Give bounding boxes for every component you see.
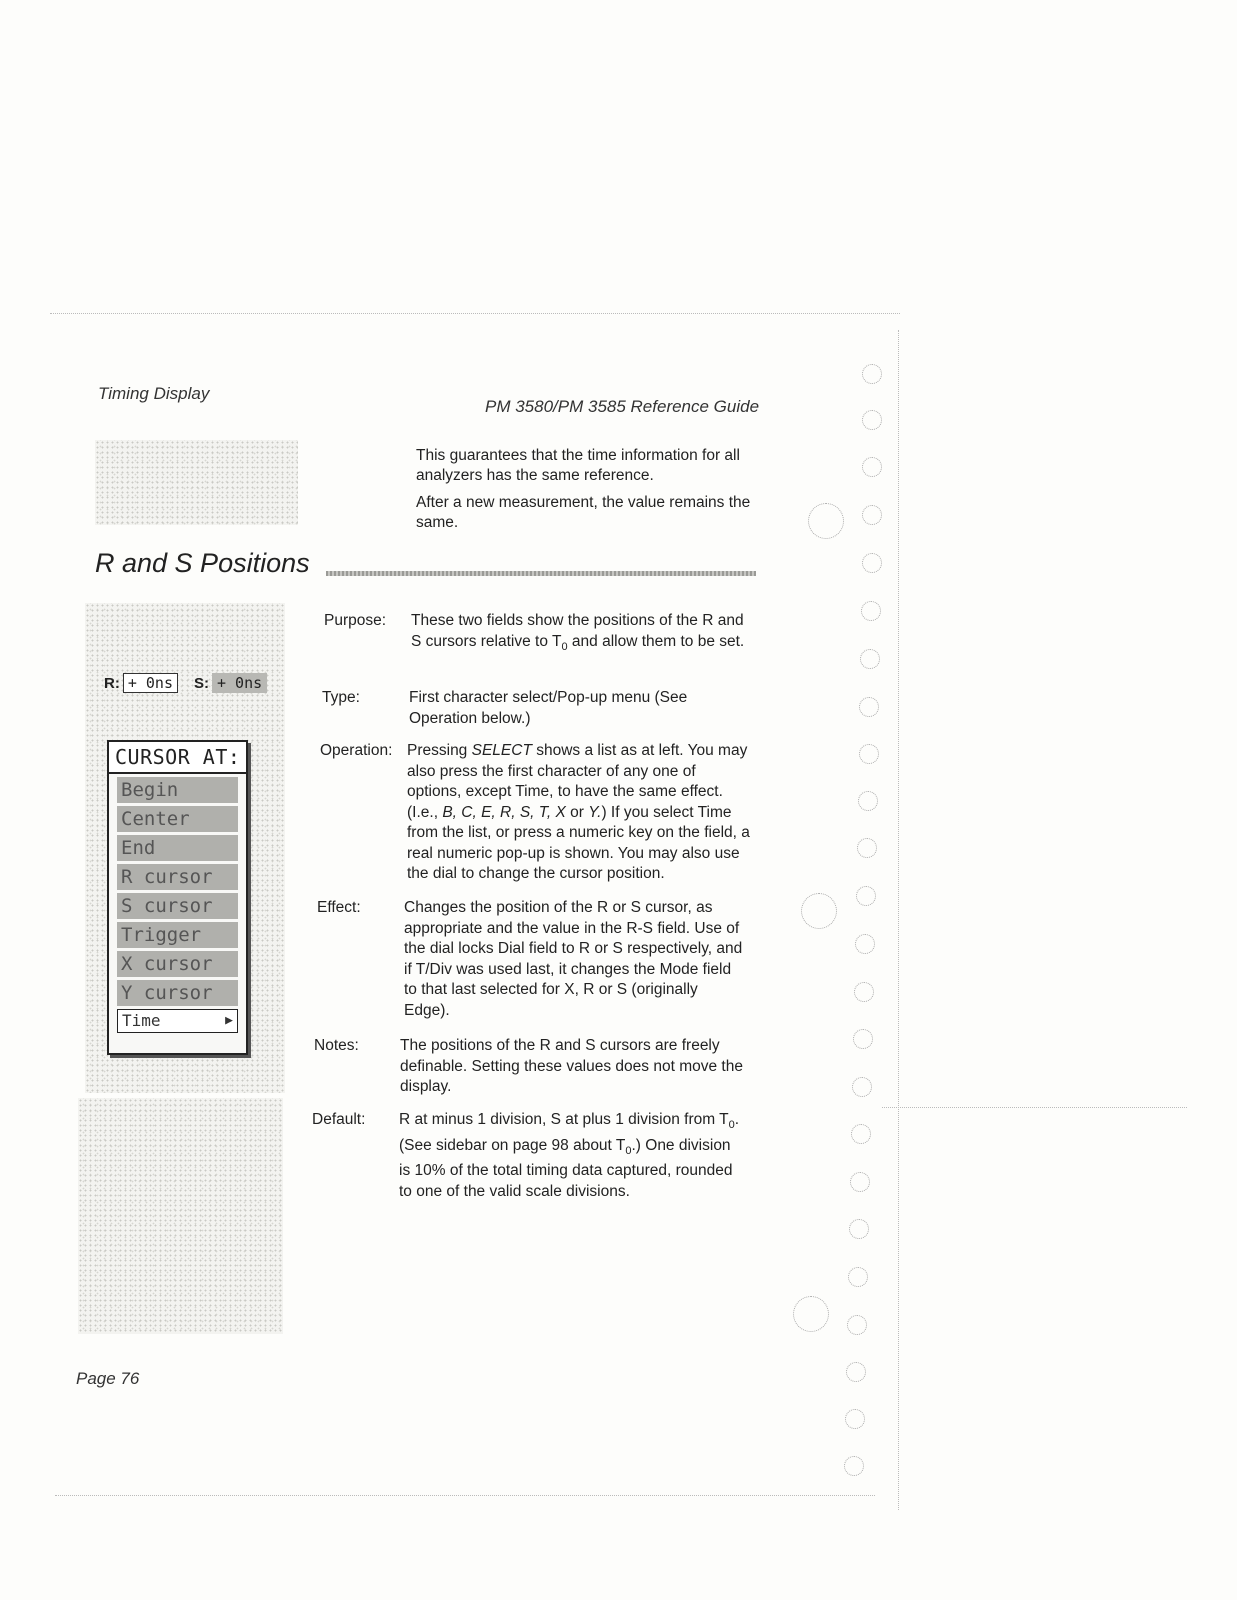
intro-paragraph: After a new measurement, the value remains the same. — [416, 494, 751, 531]
term-effect: Effect: — [317, 899, 361, 916]
body-effect: Changes the position of the R or S cursor, as appropriate and the value in the R-S field. Use of the dial locks Dial field to R or S respectively, and if T/Div was used last, it changes the Mode field to that last selected for X, R or S (originally Edge). — [404, 899, 743, 1019]
intro-paragraph: This guarantees that the time information for all analyzers has the same reference. — [416, 447, 740, 484]
menu-title: CURSOR AT: — [109, 742, 246, 774]
r-field-label: R: — [104, 674, 120, 692]
term-operation: Operation: — [320, 742, 393, 759]
binder-hole-icon — [853, 1029, 873, 1049]
section-heading: R and S Positions — [95, 548, 310, 578]
binder-hole-icon — [859, 744, 879, 764]
page-number: Page 76 — [76, 1369, 140, 1388]
body-type: First character select/Pop-up menu (See Operation below.) — [409, 689, 688, 727]
binder-hole-icon — [861, 601, 881, 621]
binder-hole-icon — [862, 505, 882, 525]
sidebar-shade-bottom — [78, 1098, 283, 1334]
cursor-at-menu — [107, 740, 248, 1055]
menu-item-end: End — [117, 835, 238, 861]
binder-hole-icon — [856, 886, 876, 906]
menu-item-begin: Begin — [117, 777, 238, 803]
intro-text — [416, 446, 761, 540]
binder-hole-large-icon — [801, 893, 837, 929]
binder-hole-icon — [859, 697, 879, 717]
menu-item-x-cursor: X cursor — [117, 951, 238, 977]
menu-item-y-cursor: Y cursor — [117, 980, 238, 1006]
menu-item-time-label: Time — [122, 1011, 161, 1030]
binder-hole-icon — [846, 1362, 866, 1382]
binder-hole-icon — [862, 364, 882, 384]
binder-hole-icon — [844, 1456, 864, 1476]
term-type: Type: — [322, 689, 360, 706]
menu-item-r-cursor: R cursor — [117, 864, 238, 890]
r-field-value: + 0ns — [123, 673, 178, 693]
binder-hole-icon — [849, 1219, 869, 1239]
menu-item-time — [117, 1009, 238, 1033]
section-rule — [326, 571, 756, 576]
binder-hole-icon — [847, 1315, 867, 1335]
binder-hole-icon — [862, 553, 882, 573]
sidebar-shade-top — [95, 440, 298, 525]
binder-hole-icon — [860, 649, 880, 669]
binder-hole-icon — [857, 838, 877, 858]
binder-hole-large-icon — [808, 503, 844, 539]
body-purpose: These two fields show the positions of the R and S cursors relative to $T_0$ and allow them to be set. — [411, 612, 745, 653]
binder-hole-icon — [862, 410, 882, 430]
binder-hole-icon — [848, 1267, 868, 1287]
body-notes: The positions of the R and S cursors are freely definable. Setting these values does not move the display. — [400, 1037, 743, 1095]
menu-item-trigger: Trigger — [117, 922, 238, 948]
binder-hole-icon — [850, 1172, 870, 1192]
binder-hole-icon — [845, 1409, 865, 1429]
menu-item-center: Center — [117, 806, 238, 832]
binder-hole-icon — [851, 1124, 871, 1144]
submenu-arrow-icon: ▶ — [225, 1013, 233, 1028]
body-operation: Pressing SELECT shows a list as at left. You may also press the first character of any one of options, except Time, to have the same effect. (I.e., B, C, E, R, S, T, X or Y.) If you select Time from the list, or press a numeric key on the field, a real numeric pop-up is shown. You may also use the dial to change the cursor position. — [407, 742, 750, 882]
s-field-label: S: — [193, 674, 209, 692]
binder-hole-icon — [855, 934, 875, 954]
header-section-title: Timing Display — [98, 384, 210, 403]
binder-hole-icon — [862, 457, 882, 477]
binder-hole-large-icon — [793, 1296, 829, 1332]
term-default: Default: — [312, 1111, 366, 1128]
rs-fields — [104, 673, 267, 693]
term-notes: Notes: — [314, 1037, 359, 1054]
header-guide-title: PM 3580/PM 3585 Reference Guide — [485, 397, 760, 416]
term-purpose: Purpose: — [324, 612, 387, 629]
s-field-value: + 0ns — [212, 673, 267, 693]
binder-hole-icon — [854, 982, 874, 1002]
binder-hole-icon — [852, 1077, 872, 1097]
menu-item-s-cursor: S cursor — [117, 893, 238, 919]
binder-hole-icon — [858, 791, 878, 811]
body-default: R at minus 1 division, S at plus 1 division from $T_0$. (See sidebar on page 98 about $T_0$.) One division is 10% of the total timing data captured, rounded to one of the valid scale divisions. — [399, 1111, 740, 1200]
